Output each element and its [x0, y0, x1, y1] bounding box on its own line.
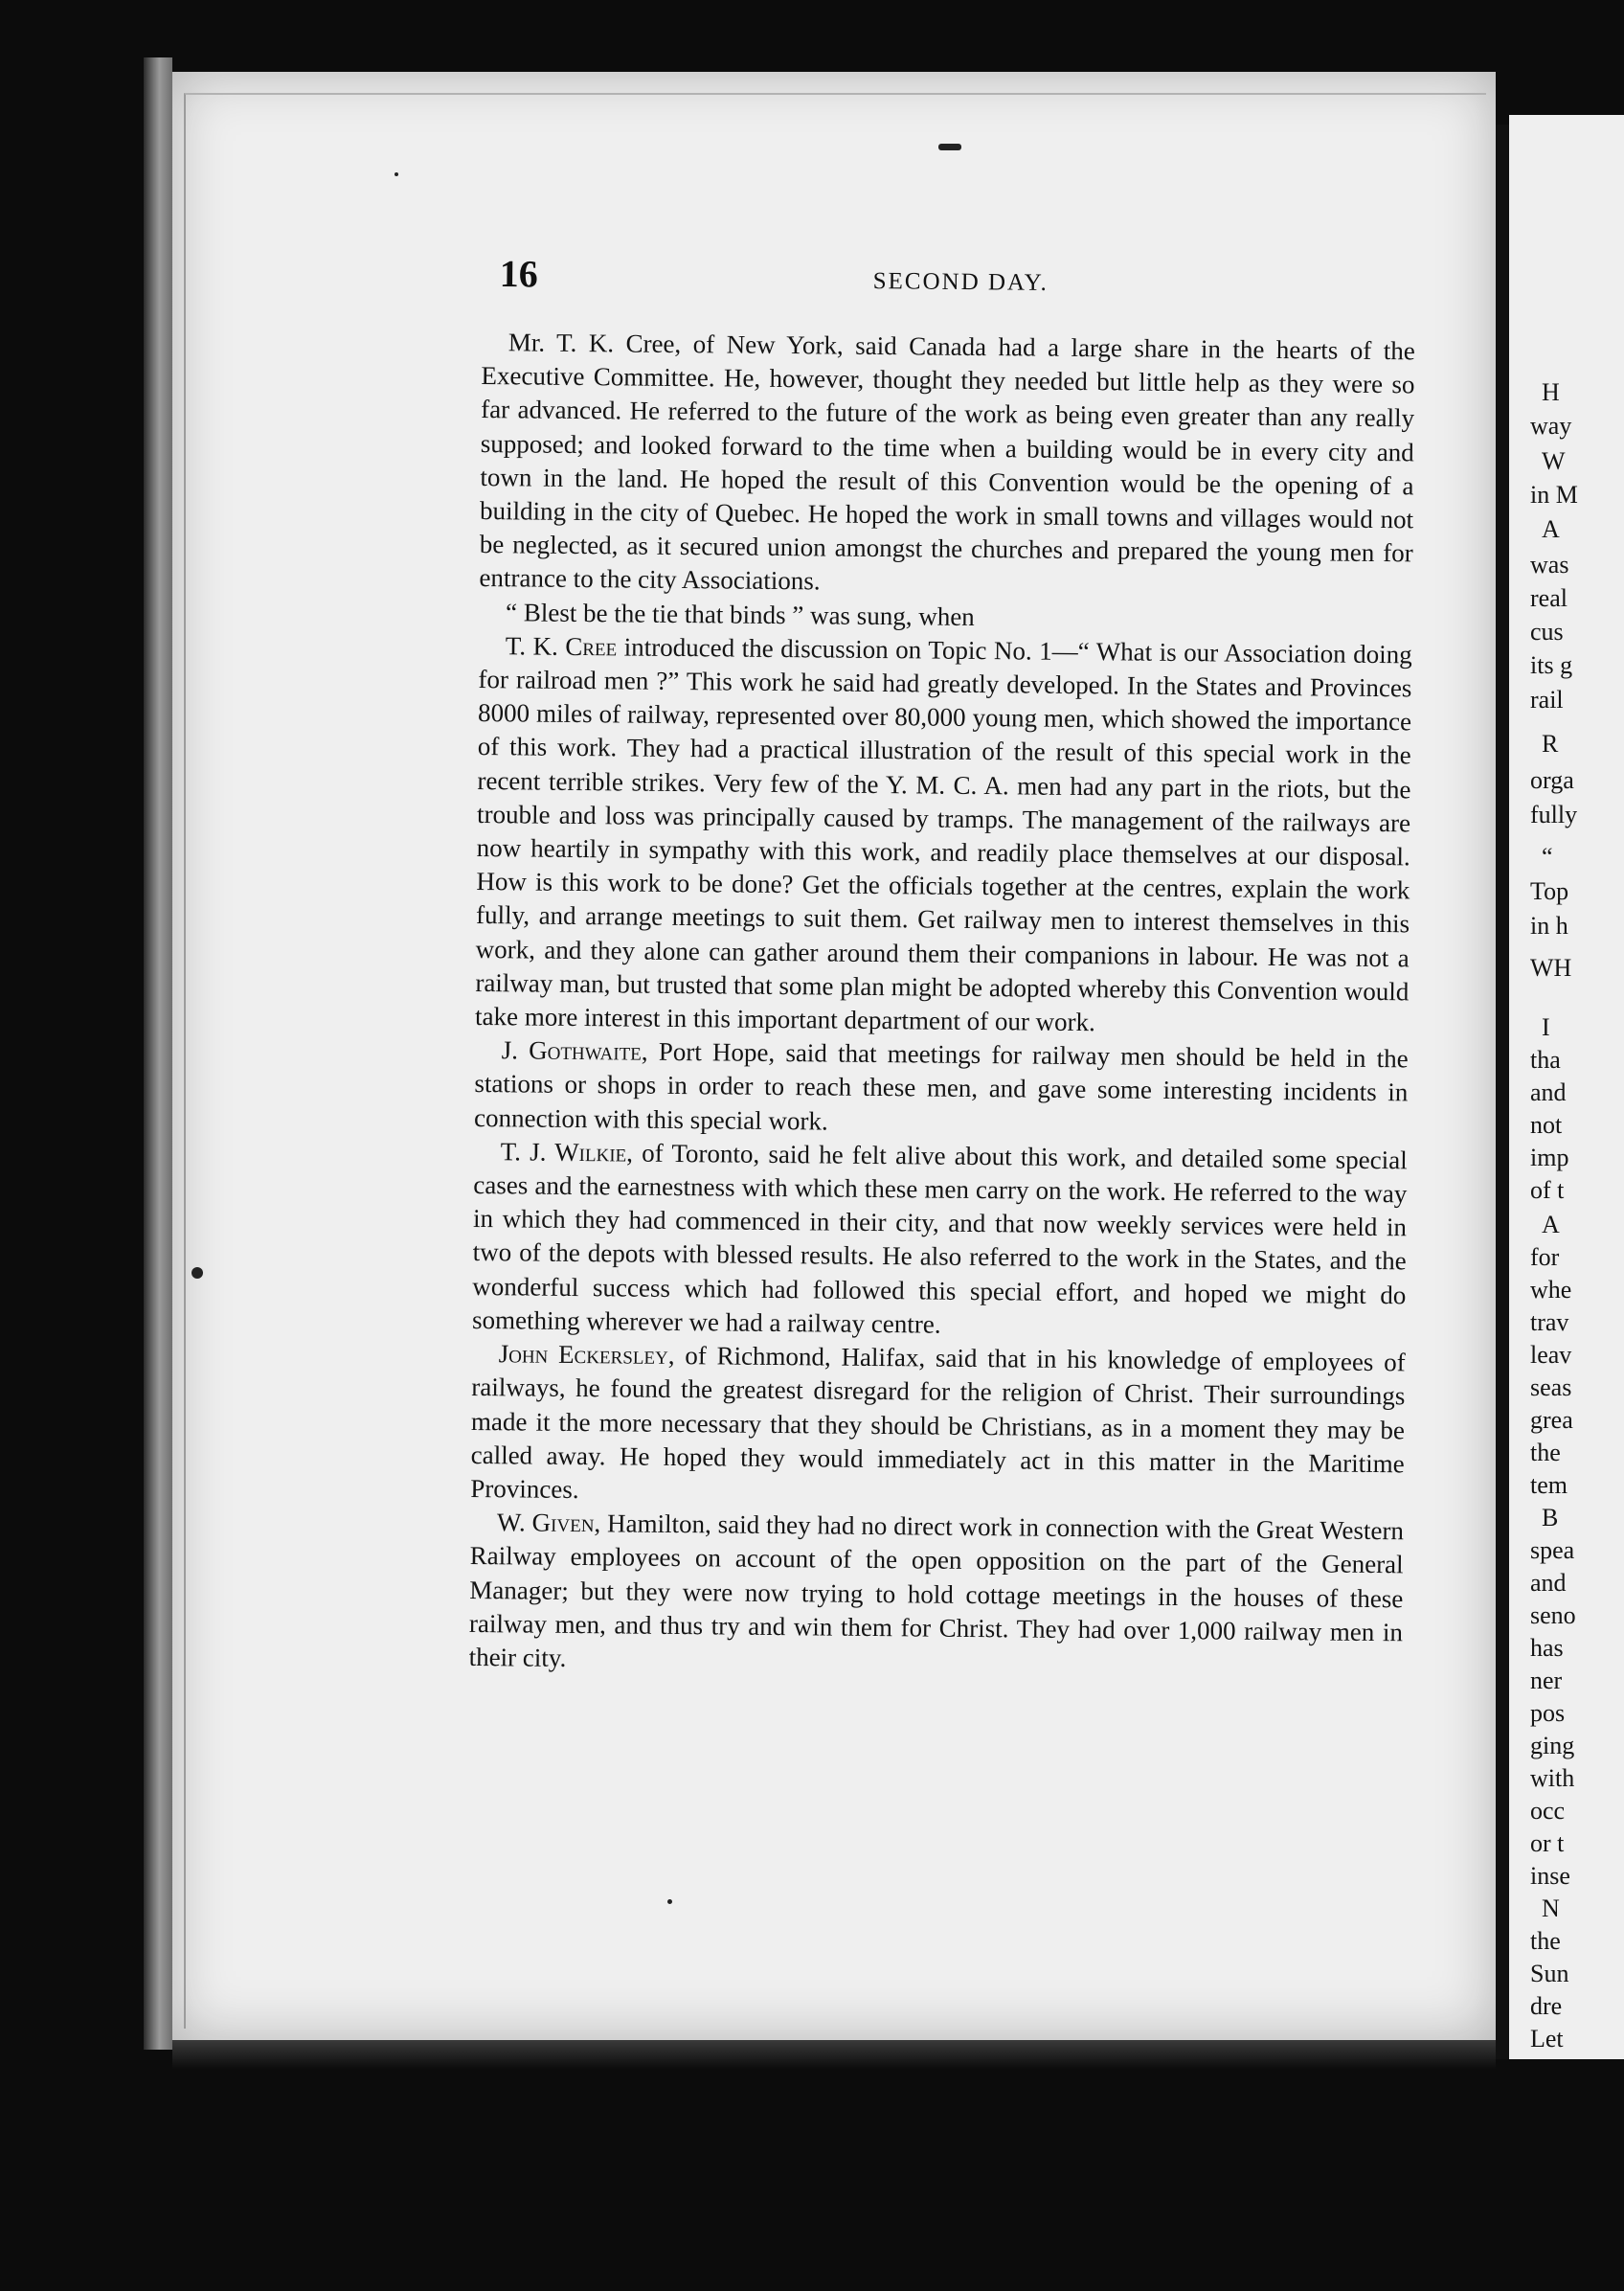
- ink-speck: [667, 1899, 672, 1904]
- facing-page-line: Let: [1530, 2025, 1564, 2053]
- facing-page-line: in h: [1530, 912, 1568, 940]
- facing-page-line: for: [1530, 1243, 1560, 1271]
- speaker-name: John Eckersley: [498, 1339, 668, 1371]
- facing-page-line: was: [1530, 551, 1569, 578]
- facing-page-line: N: [1542, 1894, 1560, 1922]
- facing-page-line: “: [1542, 843, 1553, 871]
- facing-page-line: its g: [1530, 651, 1573, 679]
- facing-page-line: Sun: [1530, 1960, 1569, 1987]
- facing-page-line: seno: [1530, 1601, 1576, 1629]
- facing-page-line: whe: [1530, 1276, 1572, 1304]
- facing-page-line: and: [1530, 1569, 1567, 1597]
- facing-page-line: H: [1542, 378, 1560, 406]
- facing-page-line: tha: [1530, 1046, 1561, 1074]
- facing-page-line: the: [1530, 1439, 1561, 1466]
- paragraph: “ Blest be the tie that binds ” was sung, when: [505, 597, 975, 631]
- facing-page-line: the: [1530, 1927, 1561, 1955]
- page-number: 16: [499, 251, 538, 296]
- facing-page-line: trav: [1530, 1308, 1569, 1336]
- facing-page-line: dre: [1530, 1992, 1563, 2020]
- facing-page-line: in M: [1530, 481, 1578, 509]
- ink-speck: [395, 172, 398, 176]
- facing-page-line: WH: [1530, 954, 1572, 982]
- facing-page-line: has: [1530, 1634, 1564, 1662]
- paragraph: T. K. Cree introduced the discussion on Topic No. 1—“ What is our Association doing for railroad men ?” This work he said had greatly developed. In the States and Provinces 8000 miles of railway, represented over 80,000 young men, which showed the importance of this work. They had a practical illustration of the result of this special work in the recent terrible strikes. Very few of the Y. M. C. A. men had any part in the riots, but the trouble and loss was principally caused by tramps. The management of the railways are now heartily in sympathy with this work, and readily place themselves at our disposal. How is this work to be done? Get the officials together at the centres, explain the work fully, and arrange meetings to suit them. Get railway men to interest themselves in this work, and they alone can gather around them their companions in labour. He was not a railway man, but trusted that some plan might be adopted whereby this Convention would take more interest in this important department of our work.: [474, 631, 1412, 1037]
- page-bottom-shadow: [172, 2040, 1496, 2069]
- facing-page-line: R: [1542, 730, 1559, 758]
- facing-page-line: tem: [1530, 1471, 1568, 1499]
- ink-speck: [192, 1267, 203, 1279]
- speaker-name: W. Given: [496, 1508, 595, 1538]
- facing-page-line: spea: [1530, 1536, 1575, 1564]
- facing-page-line: occ: [1530, 1797, 1566, 1825]
- speaker-name: T. K. Cree: [505, 631, 618, 662]
- body-text: [468, 326, 1414, 1683]
- facing-page-line: way: [1530, 412, 1572, 440]
- facing-page-line: grea: [1530, 1406, 1573, 1434]
- facing-page-line: cus: [1530, 618, 1564, 646]
- facing-page-line: ner: [1530, 1667, 1563, 1694]
- facing-page-line: orga: [1530, 766, 1574, 794]
- facing-page-line: not: [1530, 1111, 1563, 1139]
- facing-page-line: A: [1542, 515, 1560, 543]
- ink-speck: [938, 144, 961, 150]
- facing-page-line: Top: [1530, 877, 1569, 905]
- speaker-name: T. J. Wilkie: [500, 1137, 627, 1168]
- paragraph: Mr. T. K. Cree, of New York, said Canada had a large share in the hearts of the Executive Committee. He, however, thought they needed but little help as they were so far advanced. He referred to the future of the work as being even greater than any really supposed; and looked forward to the time when a building would be in every city and town in the land. He hoped the result of this Convention would be the opening of a building in the city of Quebec. He hoped the work in small towns and villages would not be neglected, as it secured union amongst the churches and prepared the young men for entrance to the city Associations.: [479, 328, 1415, 596]
- paragraph: J. Gothwaite, Port Hope, said that meetings for railway men should be held in the stations or shops in order to reach these men, and gave some interesting incidents in connection with this special work.: [473, 1035, 1409, 1136]
- facing-page-line: real: [1530, 584, 1568, 612]
- running-head: SECOND DAY.: [872, 268, 1049, 296]
- facing-page-line: seas: [1530, 1373, 1572, 1401]
- facing-page-line: and: [1530, 1078, 1567, 1106]
- facing-page-line: rail: [1530, 686, 1564, 714]
- page-header: [499, 251, 1418, 308]
- facing-page-line: ging: [1530, 1732, 1575, 1759]
- facing-page-line: I: [1542, 1013, 1550, 1041]
- facing-page-line: pos: [1530, 1699, 1566, 1727]
- facing-page-line: or t: [1530, 1829, 1565, 1857]
- facing-page-line: A: [1542, 1211, 1560, 1238]
- facing-page-line: fully: [1530, 801, 1578, 828]
- paragraph: W. Given, Hamilton, said they had no direct work in connection with the Great Western Railway employees on account of the open opposition on the part of the General Manager; but they were now trying to hold cottage meetings in the houses of these railway men, and thus try and win them for Christ. They had over 1,000 railway men in their city.: [468, 1508, 1405, 1672]
- facing-page-line: B: [1542, 1504, 1559, 1531]
- facing-page-line: with: [1530, 1764, 1575, 1792]
- facing-page-line: inse: [1530, 1862, 1570, 1890]
- facing-page-line: W: [1542, 447, 1566, 475]
- page-edge-stack: [144, 57, 172, 2050]
- facing-page-line: imp: [1530, 1144, 1569, 1171]
- book-gutter: [1496, 125, 1509, 2059]
- paragraph: T. J. Wilkie, of Toronto, said he felt alive about this work, and detailed some special cases and the earnestness with which these men carry on the work. He referred to the way in which they had commenced in their city, and that now weekly services were held in two of the depots with blessed results. He also referred to the work in the States, and the wonderful success which had followed this special effort, and hoped we might do something wherever we had a railway centre.: [471, 1137, 1408, 1339]
- paragraph: John Eckersley, of Richmond, Halifax, said that in his knowledge of employees of railways, he found the greatest disregard for the religion of Christ. Their surroundings made it the more necessary that they should be Christians, as in a moment they may be called away. He hoped they would immediately act in this matter in the Maritime Provinces.: [470, 1339, 1406, 1504]
- speaker-name: J. Gothwaite: [501, 1035, 642, 1066]
- facing-page-line: of t: [1530, 1176, 1565, 1204]
- facing-page-line: leav: [1530, 1341, 1572, 1369]
